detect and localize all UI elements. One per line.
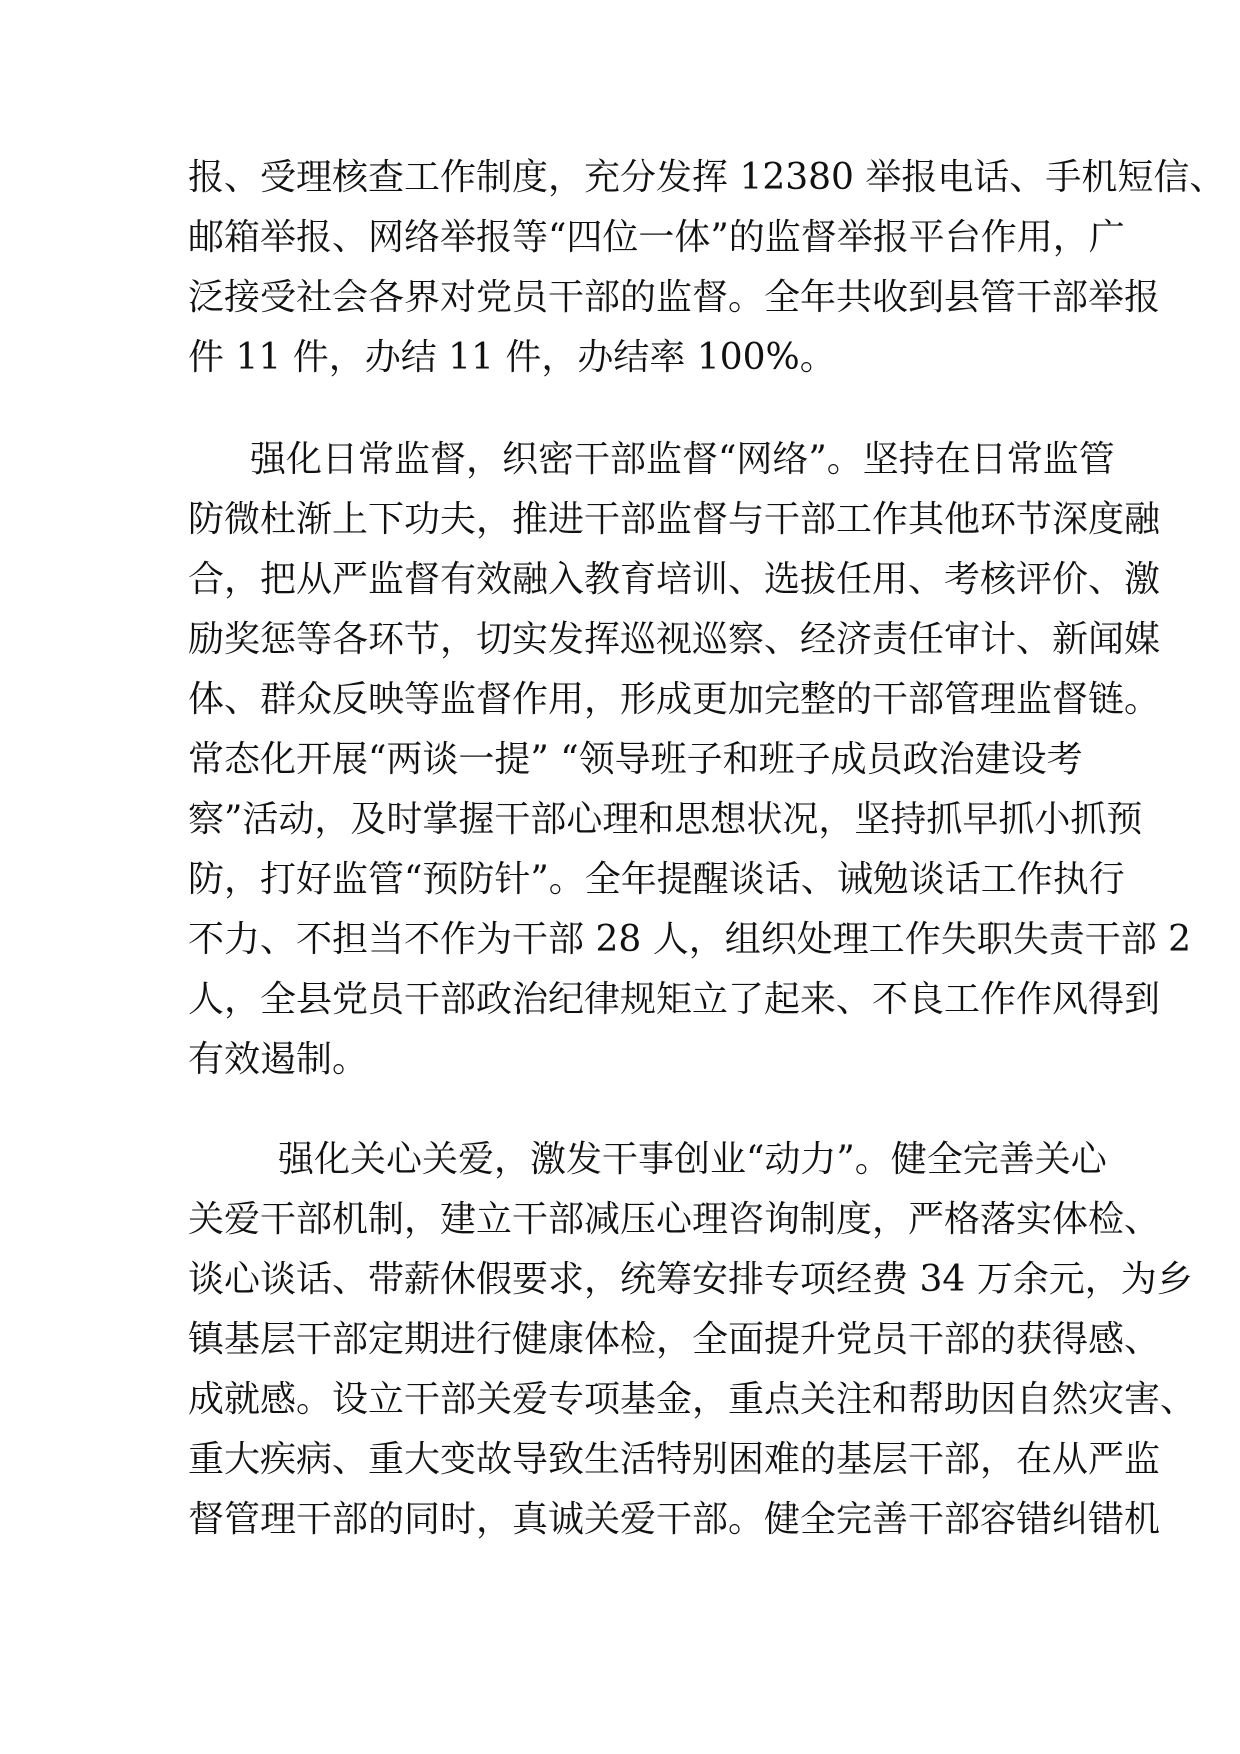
text-line: 件 11 件，办结 11 件，办结率 100%。 [188, 337, 836, 378]
text-line: 励奖惩等各环节，切实发挥巡视巡察、经济责任审计、新闻媒 [188, 619, 1161, 660]
paragraph-heading-line: 强化日常监督，织密干部监督“网络”。坚持在日常监管 [250, 439, 1115, 480]
paragraph-heading-line: 强化关心关爱，激发干事创业“动力”。健全完善关心 [278, 1139, 1107, 1180]
text-line: 镇基层干部定期进行健康体检，全面提升党员干部的获得感、 [188, 1319, 1161, 1360]
text-line: 不力、不担当不作为干部 28 人，组织处理工作失职失责干部 2 [188, 919, 1192, 960]
text-line: 关爱干部机制，建立干部减压心理咨询制度，严格落实体检、 [188, 1199, 1161, 1240]
text-line: 人，全县党员干部政治纪律规矩立了起来、不良工作作风得到 [188, 979, 1161, 1020]
text-line: 合，把从严监督有效融入教育培训、选拔任用、考核评价、激 [188, 559, 1161, 600]
text-line: 泛接受社会各界对党员干部的监督。全年共收到县管干部举报 [188, 277, 1161, 318]
text-line: 谈心谈话、带薪休假要求，统筹安排专项经费 34 万余元，为乡 [188, 1259, 1193, 1300]
text-line: 防微杜渐上下功夫，推进干部监督与干部工作其他环节深度融 [188, 499, 1161, 540]
text-line: 察”活动，及时掌握干部心理和思想状况，坚持抓早抓小抓预 [188, 799, 1143, 840]
text-line: 督管理干部的同时，真诚关爱干部。健全完善干部容错纠错机 [188, 1499, 1161, 1540]
text-line: 报、受理核查工作制度，充分发挥 12380 举报电话、手机短信、 [188, 157, 1226, 198]
text-line: 常态化开展“两谈一提” “领导班子和班子成员政治建设考 [188, 739, 1083, 780]
text-line: 有效遏制。 [188, 1039, 369, 1080]
text-line: 体、群众反映等监督作用，形成更加完整的干部管理监督链。 [188, 679, 1161, 720]
text-line: 邮箱举报、网络举报等“四位一体”的监督举报平台作用，广 [188, 217, 1125, 258]
text-line: 重大疾病、重大变故导致生活特别困难的基层干部，在从严监 [188, 1439, 1161, 1480]
text-line: 成就感。设立干部关爱专项基金，重点关注和帮助因自然灾害、 [188, 1379, 1197, 1420]
text-line: 防，打好监管“预防针”。全年提醒谈话、诫勉谈话工作执行 [188, 859, 1125, 900]
